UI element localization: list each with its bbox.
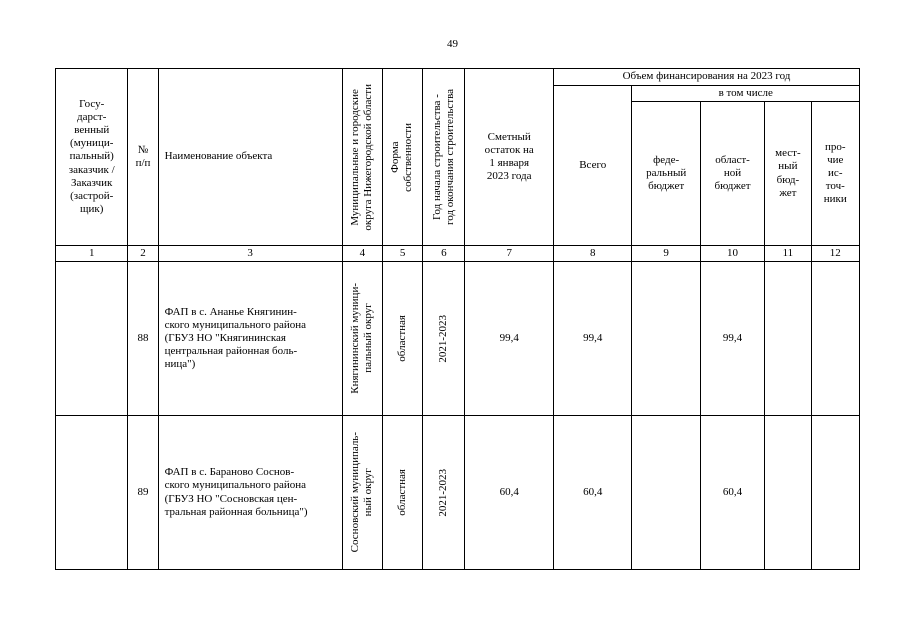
financing-table bbox=[55, 68, 860, 570]
header-federal: феде- ральный бюджет bbox=[632, 102, 700, 246]
header-years: Год начала строительства - год окончания строительства bbox=[423, 69, 465, 246]
cell-ownership: областная bbox=[382, 262, 422, 416]
column-number: 4 bbox=[342, 246, 382, 262]
cell-other bbox=[811, 416, 859, 570]
cell-district: Сосновский муниципаль- ный округ bbox=[342, 416, 382, 570]
header-regional: област- ной бюджет bbox=[700, 102, 764, 246]
cell-object-name: ФАП в с. Бараново Соснов- ского муниципального района (ГБУЗ НО "Сосновская цен- тральная районная больница") bbox=[158, 416, 342, 570]
column-number: 2 bbox=[128, 246, 158, 262]
cell-number: 89 bbox=[128, 416, 158, 570]
page-number: 49 bbox=[447, 38, 458, 50]
cell-total: 60,4 bbox=[553, 416, 631, 570]
cell-other bbox=[811, 262, 859, 416]
header-subgroup: в том числе bbox=[632, 86, 860, 102]
table-row bbox=[56, 262, 860, 416]
cell-customer bbox=[56, 416, 128, 570]
header-customer: Госу- дарст- венный (муници- пальный) заказчик / Заказчик (застрой- щик) bbox=[56, 69, 128, 246]
cell-local bbox=[765, 416, 811, 570]
column-number: 9 bbox=[632, 246, 700, 262]
cell-ownership: областная bbox=[382, 416, 422, 570]
cell-years: 2021-2023 bbox=[423, 416, 465, 570]
header-district: Муниципальные и городские округа Нижегородской области bbox=[342, 69, 382, 246]
cell-years: 2021-2023 bbox=[423, 262, 465, 416]
column-number: 7 bbox=[465, 246, 554, 262]
header-balance: Сметный остаток на 1 января 2023 года bbox=[465, 69, 554, 246]
cell-district: Княгининский муници- пальный округ bbox=[342, 262, 382, 416]
column-number: 5 bbox=[382, 246, 422, 262]
column-number: 11 bbox=[765, 246, 811, 262]
header-object-name: Наименование объекта bbox=[158, 69, 342, 246]
header-financing-group: Объем финансирования на 2023 год bbox=[553, 69, 859, 86]
cell-federal bbox=[632, 416, 700, 570]
cell-object-name: ФАП в с. Ананье Княгинин- ского муниципального района (ГБУЗ НО "Княгининская центральная районная боль- ница") bbox=[158, 262, 342, 416]
column-number: 10 bbox=[700, 246, 764, 262]
table-row bbox=[56, 416, 860, 570]
cell-balance: 60,4 bbox=[465, 416, 554, 570]
cell-customer bbox=[56, 262, 128, 416]
column-number: 6 bbox=[423, 246, 465, 262]
cell-balance: 99,4 bbox=[465, 262, 554, 416]
column-number: 3 bbox=[158, 246, 342, 262]
header-total: Всего bbox=[553, 86, 631, 246]
cell-number: 88 bbox=[128, 262, 158, 416]
header-ownership: Форма собственности bbox=[382, 69, 422, 246]
cell-local bbox=[765, 262, 811, 416]
column-number: 12 bbox=[811, 246, 859, 262]
column-number: 1 bbox=[56, 246, 128, 262]
column-number: 8 bbox=[553, 246, 631, 262]
cell-federal bbox=[632, 262, 700, 416]
cell-total: 99,4 bbox=[553, 262, 631, 416]
header-local: мест- ный бюд- жет bbox=[765, 102, 811, 246]
header-other: про- чие ис- точ- ники bbox=[811, 102, 859, 246]
cell-regional: 60,4 bbox=[700, 416, 764, 570]
cell-regional: 99,4 bbox=[700, 262, 764, 416]
header-number: № п/п bbox=[128, 69, 158, 246]
